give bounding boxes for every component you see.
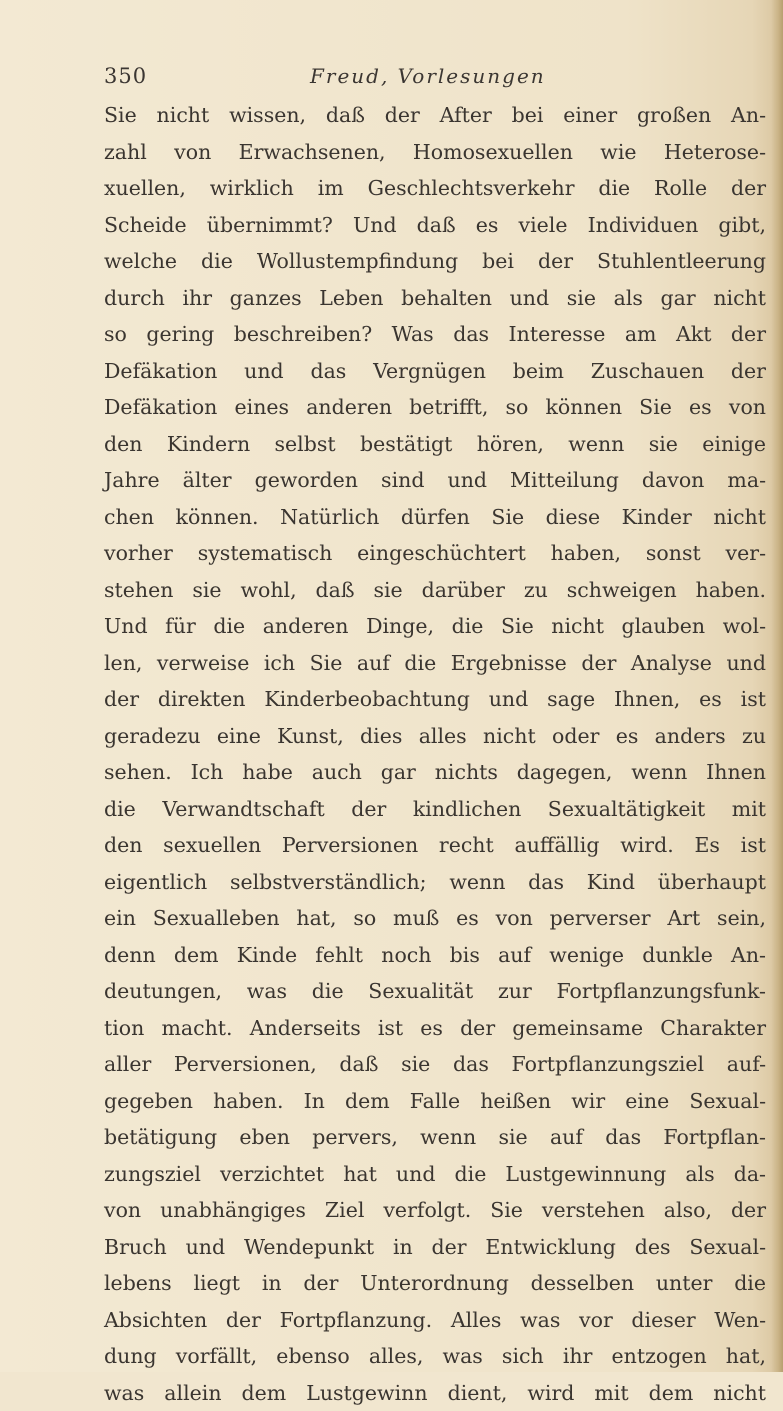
text-line: betätigung eben pervers, wenn sie auf das Fortpflan- <box>104 1119 766 1156</box>
text-line: stehen sie wohl, daß sie darüber zu schweigen haben. <box>104 572 766 609</box>
text-line: sehen. Ich habe auch gar nichts dagegen, wenn Ihnen <box>104 754 766 791</box>
text-line: Bruch und Wendepunkt in der Entwicklung des Sexual- <box>104 1229 766 1266</box>
text-line: Defäkation und das Vergnügen beim Zuschauen der <box>104 353 766 390</box>
text-line: was allein dem Lustgewinn dient, wird mit dem nicht <box>104 1375 766 1411</box>
text-line: Scheide übernimmt? Und daß es viele Individuen gibt, <box>104 207 766 244</box>
text-line: den Kindern selbst bestätigt hören, wenn sie einige <box>104 426 766 463</box>
text-line: die Verwandtschaft der kindlichen Sexualtätigkeit mit <box>104 791 766 828</box>
text-line: eigentlich selbstverständlich; wenn das Kind überhaupt <box>104 864 766 901</box>
text-line: zungsziel verzichtet hat und die Lustgewinnung als da- <box>104 1156 766 1193</box>
text-line: Defäkation eines anderen betrifft, so können Sie es von <box>104 389 766 426</box>
text-line: welche die Wollustempfindung bei der Stuhlentleerung <box>104 243 766 280</box>
text-line: der direkten Kinderbeobachtung und sage Ihnen, es ist <box>104 681 766 718</box>
text-line: gegeben haben. In dem Falle heißen wir eine Sexual- <box>104 1083 766 1120</box>
text-line: vorher systematisch eingeschüchtert haben, sonst ver- <box>104 535 766 572</box>
text-line: tion macht. Anderseits ist es der gemeinsame Charakter <box>104 1010 766 1047</box>
text-line: Sie nicht wissen, daß der After bei einer großen An- <box>104 97 766 134</box>
text-line: zahl von Erwachsenen, Homosexuellen wie Heterose- <box>104 134 766 171</box>
text-line: geradezu eine Kunst, dies alles nicht oder es anders zu <box>104 718 766 755</box>
body-text <box>104 97 766 1411</box>
text-line: chen können. Natürlich dürfen Sie diese Kinder nicht <box>104 499 766 536</box>
page-number: 350 <box>104 64 147 88</box>
text-line: den sexuellen Perversionen recht auffällig wird. Es ist <box>104 827 766 864</box>
text-line: so gering beschreiben? Was das Interesse am Akt der <box>104 316 766 353</box>
text-line: xuellen, wirklich im Geschlechtsverkehr die Rolle der <box>104 170 766 207</box>
text-line: deutungen, was die Sexualität zur Fortpflanzungsfunk- <box>104 973 766 1010</box>
text-line: von unabhängiges Ziel verfolgt. Sie verstehen also, der <box>104 1192 766 1229</box>
text-line: aller Perversionen, daß sie das Fortpflanzungsziel auf- <box>104 1046 766 1083</box>
text-line: Absichten der Fortpflanzung. Alles was vor dieser Wen- <box>104 1302 766 1339</box>
running-title: Freud, Vorlesungen <box>310 64 546 88</box>
text-line: Und für die anderen Dinge, die Sie nicht glauben wol- <box>104 608 766 645</box>
text-line: denn dem Kinde fehlt noch bis auf wenige dunkle An- <box>104 937 766 974</box>
text-line: durch ihr ganzes Leben behalten und sie als gar nicht <box>104 280 766 317</box>
text-line: len, verweise ich Sie auf die Ergebnisse der Analyse und <box>104 645 766 682</box>
text-line: lebens liegt in der Unterordnung desselben unter die <box>104 1265 766 1302</box>
running-header <box>104 64 764 94</box>
text-line: dung vorfällt, ebenso alles, was sich ihr entzogen hat, <box>104 1338 766 1375</box>
text-line: ein Sexualleben hat, so muß es von perverser Art sein, <box>104 900 766 937</box>
page-edge-shadow <box>771 0 783 1372</box>
text-line: Jahre älter geworden sind und Mitteilung davon ma- <box>104 462 766 499</box>
